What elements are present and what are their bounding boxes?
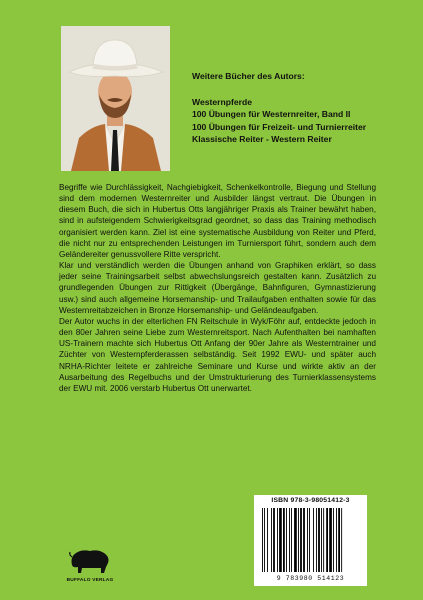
book-title: Klassische Reiter - Western Reiter — [192, 134, 332, 145]
book-title: 100 Übungen für Freizeit- und Turnierreiter — [192, 121, 367, 132]
isbn-label: ISBN 978-3-98051412-3 — [271, 497, 350, 504]
book-title: 100 Übungen für Westernreiter, Band II — [192, 109, 351, 120]
barcode-icon — [262, 508, 359, 572]
barcode-digits: 9 783980 514123 — [276, 575, 345, 582]
blurb-paragraph: Klar und verständlich werden die Übungen anhand von Graphiken erklärt, so dass jeder seine Trainingsarbeit selbst abwechslungsreich gestalten kann. Zusätzlich zu grundlegenden Übungen zur Rittigkeit (Übergänge, Bahnfiguren, Gymnastizierung usw.) sind auch allgemeine Horsemanship- und Trailaufgaben enthalten sowie für das Westernreitabzeichen in Bronze Horsemanship- und Geländeaufgaben. — [59, 261, 376, 315]
author-bio-paragraph: Der Autor wuchs in der elterlichen FN Reitschule in Wyk/Föhr auf, entdeckte jedoch in den 80er Jahren seine Liebe zum Westernreitsport. Nach Aufenthalten bei namhaften US-Trainern machte sich Hubertus Ott Anfang der 90er Jahre als Westerntrainer und Züchter von Westernpferderassen selbständig. Seit 1992 EWU- und später auch NRHA-Richter leitete er zahlreiche Seminare und Kurse und wirkte aktiv an der Ausarbeitung des Regelbuchs und der Umstrukturierung des Turnierklassensystems der EWU mit. 2006 verstarb Hubertus Ott unerwartet. — [59, 316, 376, 393]
publisher-name: BUFFALO VERLAG — [66, 578, 114, 583]
blurb-text — [59, 182, 376, 394]
book-title: Westernpferde — [192, 96, 253, 107]
other-books-list — [192, 70, 417, 146]
buffalo-icon — [68, 545, 112, 577]
author-portrait-image — [61, 26, 170, 171]
author-photo — [61, 26, 170, 171]
blurb-paragraph: Begriffe wie Durchlässigkeit, Nachgiebigkeit, Schenkelkontrolle, Biegung und Stellung sind dem modernen Westernreiter und Ausbilder längst vertraut. Die Übungen in diesem Buch, die sich in Hubertus Otts langjähriger Praxis als Trainer bewährt haben, sind in aufsteigendem Schwierigkeitsgrad geordnet, so dass das Training methodisch organisiert werden kann. Ziel ist eine systematische Ausbildung von Reiter und Pferd, die nicht nur zu entsprechenden Leistungen im Turniersport führt, sondern auch dem Geländereiter genussvollere Ritte verspricht. — [59, 183, 376, 259]
publisher-logo — [60, 545, 120, 590]
other-books-heading: Weitere Bücher des Autors: — [192, 71, 305, 81]
barcode-box — [254, 495, 367, 586]
